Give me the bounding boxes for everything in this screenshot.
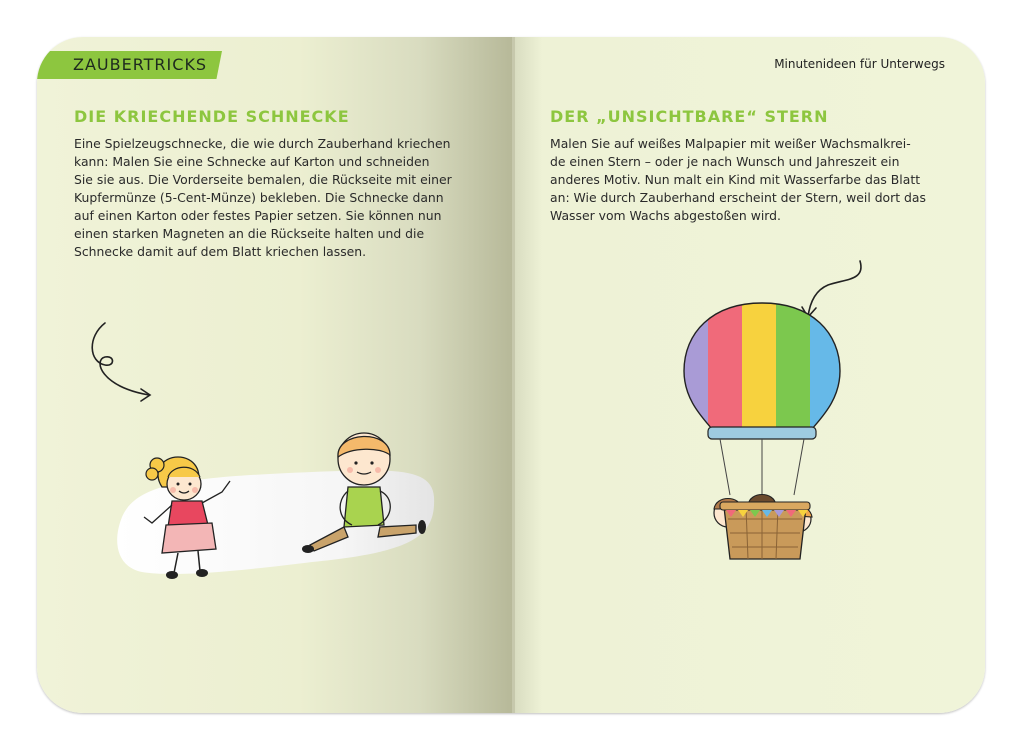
- left-article-body: [74, 135, 474, 261]
- text-line: auf einen Karton oder festes Papier setzen. Sie können nun: [74, 208, 442, 223]
- text-line: Schnecke damit auf dem Blatt kriechen lassen.: [74, 244, 367, 259]
- text-line: anderes Motiv. Nun malt ein Kind mit Wasserfarbe das Blatt: [550, 172, 921, 187]
- book-spread: [37, 37, 985, 713]
- right-article-title: DER „UNSICHTBARE“ STERN: [550, 107, 829, 126]
- right-article-body: [550, 135, 950, 225]
- text-line: kann: Malen Sie eine Schnecke auf Karton und schneiden: [74, 154, 430, 169]
- children-on-paper-illustration: [112, 377, 442, 587]
- running-header: Minutenideen für Unterwegs: [774, 57, 945, 71]
- text-line: an: Wie durch Zauberhand erscheint der Stern, weil dort das: [550, 190, 926, 205]
- book-gutter: [512, 37, 515, 713]
- section-tab-label: ZAUBERTRICKS: [73, 55, 208, 74]
- text-line: Sie sie aus. Die Vorderseite bemalen, die Rückseite mit einer: [74, 172, 452, 187]
- hot-air-balloon-illustration: [662, 299, 862, 561]
- text-line: Wasser vom Wachs abgestoßen wird.: [550, 208, 781, 223]
- text-line: einen starken Magneten an die Rückseite halten und die: [74, 226, 425, 241]
- left-article-title: DIE KRIECHENDE SCHNECKE: [74, 107, 350, 126]
- text-line: Kupfermünze (5-Cent-Münze) bekleben. Die Schnecke dann: [74, 190, 444, 205]
- text-line: Malen Sie auf weißes Malpapier mit weißer Wachsmalkrei-: [550, 136, 911, 151]
- text-line: de einen Stern – oder je nach Wunsch und Jahreszeit ein: [550, 154, 900, 169]
- text-line: Eine Spielzeugschnecke, die wie durch Zauberhand kriechen: [74, 136, 451, 151]
